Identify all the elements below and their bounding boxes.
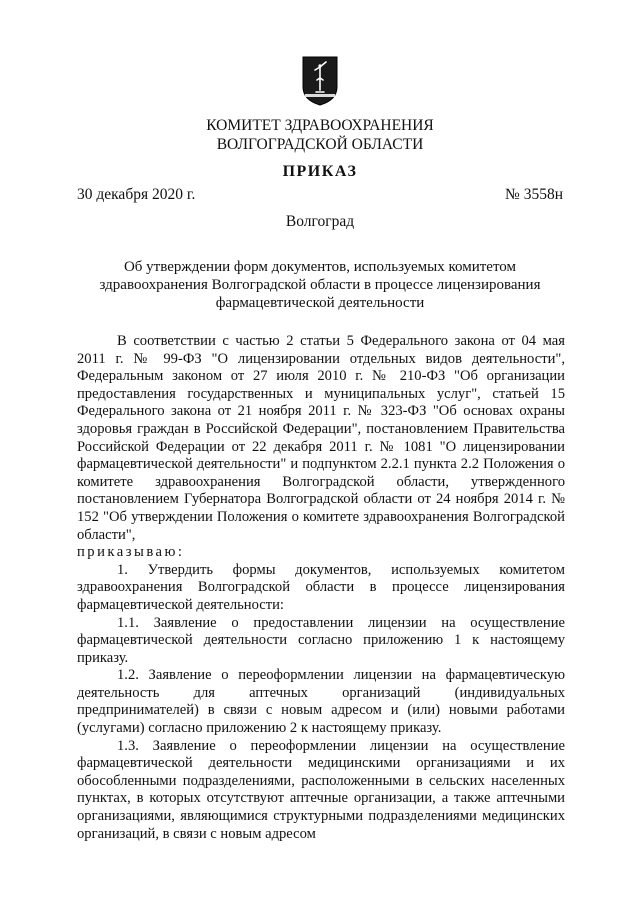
document-date: 30 декабря 2020 г. bbox=[77, 186, 196, 203]
title-line-1: Об утверждении форм документов, используемых комитетом bbox=[123, 259, 517, 275]
preamble-paragraph: В соответствии с частью 2 статьи 5 Федерального закона от 04 мая 2011 г. № 99-ФЗ "О лицензировании отдельных видов деятельности", Федеральным законом от 27 июля 2010 г. № 210-ФЗ "Об организации предоставления государственных и муниципальных услуг", статьей 15 Федерального закона от 21 ноября 2011 г. № 323-ФЗ "Об основах охраны здоровья граждан в Российской Федерации", постановлением Правительства Российской Федерации от 22 декабря 2011 г. № 1081 "О лицензировании фармацевтической деятельности" и подпунктом 2.2.1 пункта 2.2 Положения о комитете здравоохранения Волгоградской области, утвержденного постановлением Губернатора Волгоградской области от 24 ноября 2014 г. № 152 "Об утверждении Положения о комитете здравоохранения Волгоградской области", bbox=[77, 333, 565, 543]
document-title bbox=[0, 258, 640, 312]
organization-line-2: ВОЛГОГРАДСКОЙ ОБЛАСТИ bbox=[216, 136, 424, 153]
volgograd-coat-of-arms-icon bbox=[302, 56, 338, 106]
title-line-3: фармацевтической деятельности bbox=[215, 295, 425, 311]
title-line-2: здравоохранения Волгоградской области в процессе лицензирования bbox=[99, 277, 541, 293]
document-number: № 3558н bbox=[505, 186, 563, 203]
document-body bbox=[77, 333, 565, 843]
document-type: ПРИКАЗ bbox=[282, 163, 358, 180]
item-1-3: 1.3. Заявление о переоформлении лицензии на осуществление фармацевтической деятельности медицинскими организациями и их обособленными подразделениями, расположенными в сельских населенных пунктах, в которых отсутствуют аптечные организации, а также аптечными организациями, являющимися структурными подразделениями медицинских организаций, в связи с новым адресом bbox=[77, 737, 565, 842]
item-1-1: 1.1. Заявление о предоставлении лицензии на осуществление фармацевтической деятельности согласно приложению 1 к настоящему приказу. bbox=[77, 614, 565, 666]
item-1-2: 1.2. Заявление о переоформлении лицензии на фармацевтическую деятельность для аптечных организаций (индивидуальных предпринимателей) в связи с новым адресом и (или) новыми работами (услугами) согласно приложению 2 к настоящему приказу. bbox=[77, 667, 565, 737]
item-1: 1. Утвердить формы документов, используемых комитетом здравоохранения Волгоградской области в процессе лицензирования фармацевтической деятельности: bbox=[77, 561, 565, 613]
organization-line-1: КОМИТЕТ ЗДРАВООХРАНЕНИЯ bbox=[206, 117, 434, 134]
order-word: приказываю: bbox=[77, 544, 185, 561]
document-city: Волгоград bbox=[285, 213, 355, 230]
organization-name bbox=[0, 116, 640, 154]
